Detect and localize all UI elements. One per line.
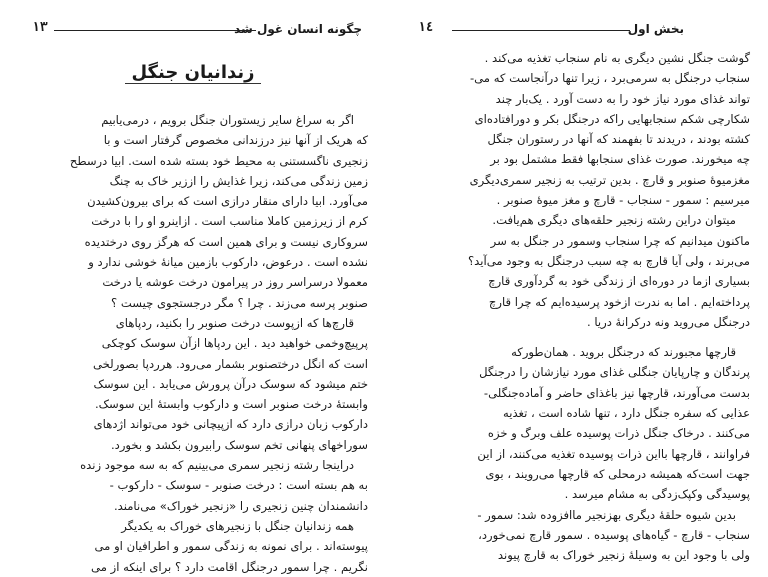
text-line: وابستهٔ درخت صنوبر است و دارکوب وابستهٔ این سوسک. [94,397,368,412]
left-running-head [18,18,368,40]
text-line: گوشت جنگل نشین دیگری به نام سنجاب تغذیه می‌کند . [484,51,750,65]
text-line: فراوانند ، قارچها بااین ذرات پوسیده تغذیه می‌کنند، از این [477,446,750,461]
text-line: چه میخورند. صورت غذای سنجابها فقط مشتمل بود بر [490,152,750,167]
text-line: به هم بسته است : درخت صنوبر - سوسک - دارکوب - [109,478,368,493]
chapter-title [18,62,368,83]
text-line: که هریک از آنها نیز درزندانی مخصوص گرفتار است و با [103,133,368,148]
text-line: میرسیم : سمور - سنجاب - قارچ و مغز میوهٔ صنوبر . [496,193,750,208]
text-line: مغزمیوهٔ صنوبر و قارچ . بدین ترتیب به زنجیر سمری‌دیگری [469,172,750,187]
text-line: درجنگل می‌روید ونه درکرانهٔ دریا . [586,314,750,329]
left-header-rule [54,30,256,31]
left-page-body [18,110,368,577]
text-line: سنجاب درجنگل به سرمی‌برد ، زیرا تنها درآنجاست که می- [469,71,750,86]
text-line: می‌برند ، ولی آیا قارچ به چه سبب درجنگل به وجود می‌آید؟ [468,253,750,268]
text-line: ولی با وجود این به وسیلهٔ زنجیر خوراک به قارچ پیوند [497,548,750,563]
text-line: ختم میشود که سوسک درآن پرورش می‌یابد . این سوسک [93,376,368,391]
text-line: صنوبر پرسه می‌زند . چرا ؟ مگر درجستجوی چیست ؟ [111,295,368,310]
text-line: همه زندانیان جنگل با زنجیرهای خوراک به یکدیگر [121,518,354,533]
text-line: کرم از زیرزمین کاملا مناسب است . ازاینرو او را با درخت [91,214,368,229]
left-running-title: چگونه انسان غول شد [234,22,362,36]
text-line: قارچ‌ها که ازپوست درخت صنوبر را بکنید، ردپاهای [115,315,354,330]
text-line: نگریم . چرا سمور درجنگل اقامت دارد ؟ برای اینکه از می [91,559,368,574]
right-running-title: بخش اول [627,22,684,36]
right-page-body [416,48,750,565]
text-line: عذایی که سفره جنگل دارد ، تنها شاده است ، تغذیه [503,406,750,421]
text-line: ماکنون میدانیم که چرا سنجاب وسمور در جنگل به سر [490,233,750,248]
text-line: می‌کنند . درخاک جنگل ذرات پوسیده علف وبرگ و خزه [487,426,750,441]
text-line: پوسیدگی وکپک‌زدگی به مشام میرسد . [564,487,750,502]
text-line: نشده است . درعوض، دارکوب بازمین میانهٔ خوشی ندارد و [88,255,368,270]
right-header-rule [452,30,630,31]
chapter-title-text: زندانیان جنگل [125,62,260,84]
text-line: سروکاری نیست و برای همین است که هرگز روی درختدیده [84,234,368,249]
text-line: کشته بودند ، دریدند تا بفهمند که آنها در رستوران جنگل [487,132,750,147]
text-line: اگر به سراغ سایر زیستوران جنگل برویم ، درمی‌یابیم [101,113,354,127]
text-line: می‌آورد. ابیا دارای منقار درازی است که برای بیرون‌کشیدن [87,194,368,209]
text-line: سنجاب - قارچ - گیاه‌های پوسیده . سمور قارچ نمی‌خورد، [478,527,750,542]
right-page-number: ۱٤ [418,20,434,35]
text-line: جهت است‌که همیشه درمحلی که قارچها می‌رویند ، بوی [485,466,750,481]
text-line: میتوان دراین رشته زنجیر حلقه‌های دیگری هم‌یافت. [492,213,736,228]
text-line: بدست می‌آورند، قارچها نیز باغذای حاضر و آماده‌جنگلی- [483,385,750,400]
text-line: معمولا درسراسر روز در پیرامون درخت عوشه یا درخت [102,275,368,290]
text-line: قارچها مجبورند که درجنگل بروید . همان‌طورکه [511,345,736,360]
text-line: پرداخته‌ایم . اما به ندرت ازخود پرسیده‌ایم که چرا قارچ [488,294,750,309]
text-line: دانشمندان چنین زنجیری را «زنجیر خوراک» می‌نامند. [113,498,368,513]
text-line: دراینجا رشته زنجیر سمری می‌بینیم که به سه موجود زنده [80,458,354,473]
text-line: پرندگان و چارپایان جنگلی غذای مورد نیازشان را درجنگل [479,365,750,380]
right-running-head [416,18,750,40]
left-page-number: ۱۳ [32,20,48,35]
text-line: پرپیچ‌وخمی خواهید دید . این ردپاها ازآن سوسک کوچکی [101,336,368,351]
text-line: شکارچی شکم سنجابهایی راکه درجنگل بکر و دورافتاده‌ای [474,111,750,126]
text-line: دارکوب زبان درازی دارد که ازپیچانی خود می‌تواند اژدهای [93,417,368,432]
right-page [416,18,750,563]
left-page [18,18,368,574]
text-line: پیوسته‌اند . برای نمونه به زندگی سمور و اطرافیان او می [94,539,368,554]
text-line: بدین شیوه حلقهٔ دیگری بهزنجیر ماافزوده شد: سمور - [477,507,736,522]
text-line: بسیاری ازما در دوره‌ای از زندگی خود به گردآوری قارچ [488,274,750,289]
text-line: است که انگل درختصنوبر بشمار می‌رود. هرردپا بصورلخی [93,356,368,371]
text-line: زنجیری ناگسستنی به محیط خود بسته شده است. ابیا درسطح [69,153,368,168]
text-line: سوراخهای پنهانی تخم سوسک رابیرون بکشد و بخورد. [110,437,368,452]
text-line: تواند غذای مورد نیاز خود را به دست آورد . یک‌بار چند [495,91,750,106]
text-line: زمین زندگی می‌کند، زیرا غذایش را اززیر خاک به چنگ [109,173,368,188]
